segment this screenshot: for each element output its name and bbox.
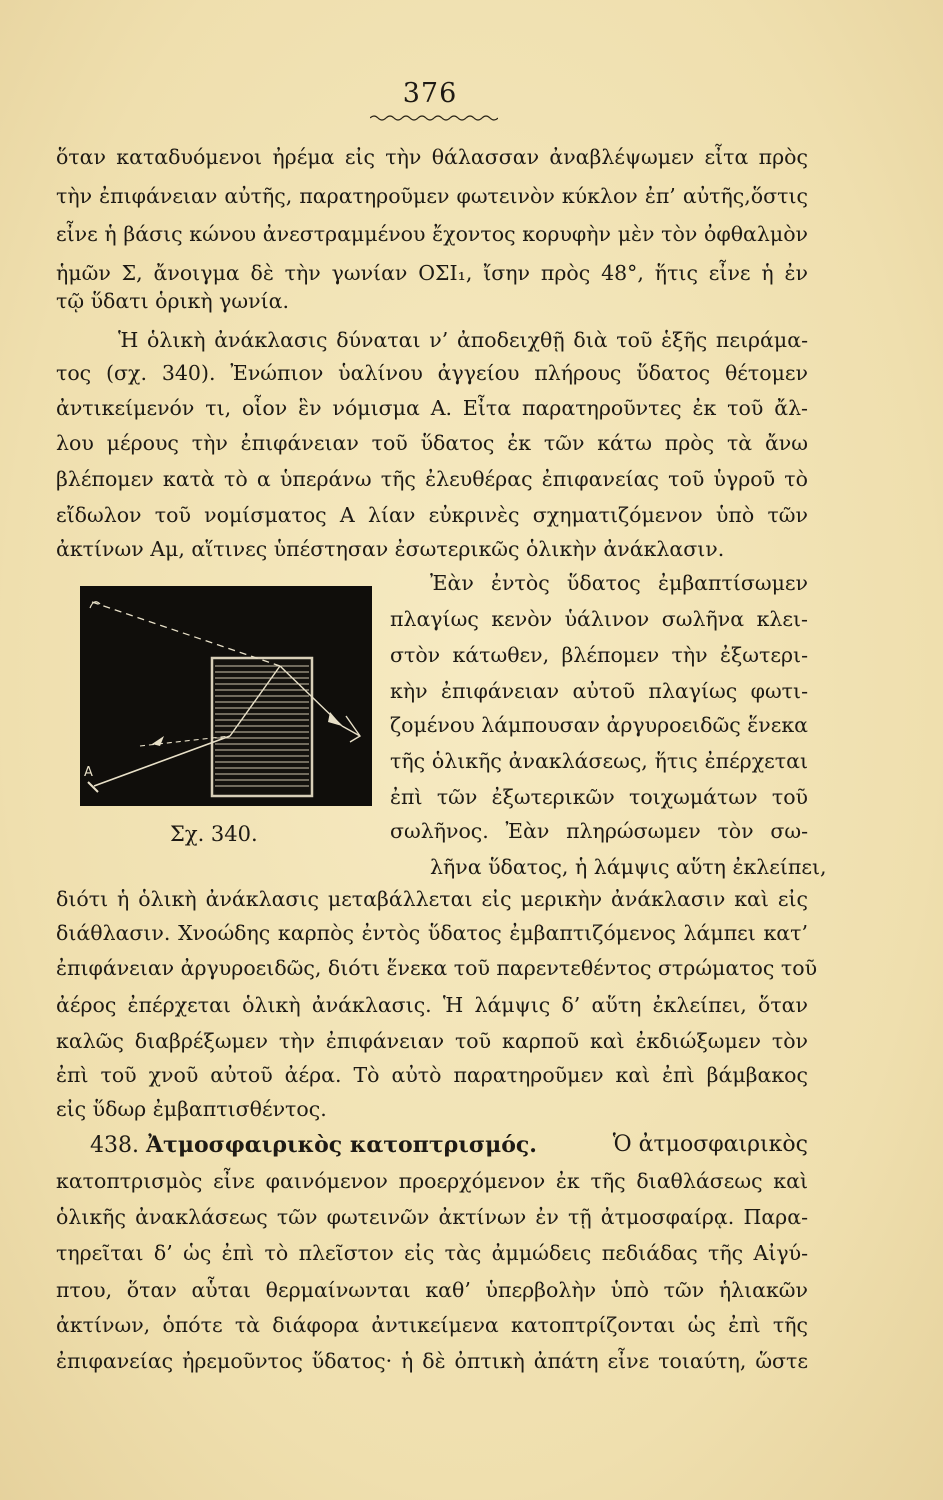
text-line: ὁλικῆς ἀνακλάσεως τῶν φωτεινῶν ἀκτίνων ἐν τῇ ἀτμοσφαίρᾳ. Παρα- [56,1205,808,1229]
text-line: βλέπομεν κατὰ τὸ α ὑπεράνω τῆς ἐλευθέρας ἐπιφανείας τοῦ ὑγροῦ τὸ [56,467,808,491]
text-line: διάθλασιν. Χνοώδης καρπὸς ἐντὸς ὕδατος ἐμβαπτιζόμενος λάμπει κατ’ [56,921,808,945]
label-A: Α [84,765,93,780]
text-line: ἐπὶ τοῦ χνοῦ αὐτοῦ ἀέρα. Τὸ αὐτὸ παρατηροῦμεν καὶ ἐπὶ βάμβακος [56,1063,808,1087]
text-line: ἀκτίνων Αμ, αἵτινες ὑπέστησαν ἐσωτερικῶς ὁλικὴν ἀνάκλασιν. [56,537,725,561]
text-line: ἡμῶν Σ, ἄνοιγμα δὲ τὴν γωνίαν ΟΣΙ₁, ἴσην πρὸς 48°, ἥτις εἶνε ἡ ἐν [56,261,808,285]
section-number: 438. [90,1133,139,1158]
text-line: λῆνα ὕδατος, ἡ λάμψις αὕτη ἐκλείπει, [430,855,827,879]
ornamental-rule [370,114,498,122]
text-line: κὴν ἐπιφάνειαν αὐτοῦ πλαγίως φωτι- [390,679,808,703]
text-line: εἴδωλον τοῦ νομίσματος Α λίαν εὐκρινὲς σχηματιζόμενον ὑπὸ τῶν [56,503,808,527]
text-line: καλῶς διαβρέξωμεν τὴν ἐπιφάνειαν τοῦ καρποῦ καὶ ἐκδιώξωμεν τὸν [56,1029,808,1053]
figure-340 [80,586,372,806]
text-line: ἐπὶ τῶν ἐξωτερικῶν τοιχωμάτων τοῦ [390,785,808,809]
text-line: ἀκτίνων, ὁπότε τὰ διάφορα ἀντικείμενα κατοπτρίζονται ὡς ἐπὶ τῆς [56,1313,808,1337]
text-line: στὸν κάτωθεν, βλέπομεν τὴν ἐξωτερι- [390,643,808,667]
text-line: κατοπτρισμὸς εἶνε φαινόμενον προερχόμενον ἐκ τῆς διαθλάσεως καὶ [56,1169,808,1193]
text-line: τῷ ὕδατι ὁρικὴ γωνία. [56,289,289,313]
total-reflection-diagram [80,586,372,806]
text-line: Ἐὰν ἐντὸς ὕδατος ἐμβαπτίσωμεν [430,571,808,595]
text-line: εἰς ὕδωρ ἐμβαπτισθέντος. [56,1097,327,1121]
text-line: εἶνε ἡ βάσις κώνου ἀνεστραμμένου ἔχοντος κορυφὴν μὲν τὸν ὀφθαλμὸν [56,222,808,246]
page-number: 376 [402,78,458,109]
text-line: Ἡ ὁλικὴ ἀνάκλασις δύναται ν’ ἀποδειχθῇ διὰ τοῦ ἑξῆς πειράμα- [118,328,808,352]
text-line: τὴν ἐπιφάνειαν αὐτῆς, παρατηροῦμεν φωτεινὸν κύκλον ἐπ’ αὐτῆς,ὅστις [56,184,808,208]
text-line: ἐπιφανείας ἠρεμοῦντος ὕδατος· ἡ δὲ ὀπτικὴ ἀπάτη εἶνε τοιαύτη, ὥστε [56,1349,808,1373]
text-line: διότι ἡ ὁλικὴ ἀνάκλασις μεταβάλλεται εἰς μερικὴν ἀνάκλασιν καὶ εἰς [56,887,808,911]
text-line: πλαγίως κενὸν ὑάλινον σωλῆνα κλει- [390,607,808,631]
text-line: ζομένου λάμπουσαν ἀργυροειδῶς ἕνεκα [390,713,808,737]
section-title: Ἀτμοσφαιρικὸς κατοπτρισμός. [145,1132,537,1158]
text-line: ἀντικείμενόν τι, οἷον ἓν νόμισμα Α. Εἶτα παρατηροῦντες ἐκ τοῦ ἄλ- [56,396,808,420]
text-line: τῆς ὁλικῆς ἀνακλάσεως, ἥτις ἐπέρχεται [390,749,808,773]
text-line: τος (σχ. 340). Ἐνώπιον ὑαλίνου ἀγγείου πλήρους ὕδατος θέτομεν [56,361,808,385]
section-heading-line [90,1130,808,1161]
text-line: τηρεῖται δ’ ὡς ἐπὶ τὸ πλεῖστον εἰς τὰς ἀμμώδεις πεδιάδας τῆς Αἰγύ- [56,1241,808,1265]
text-line: σωλῆνος. Ἐὰν πληρώσωμεν τὸν σω- [390,819,808,843]
text-line: πτου, ὅταν αὗται θερμαίνωνται καθ’ ὑπερβολὴν ὑπὸ τῶν ἡλιακῶν [56,1278,808,1302]
text-line: ὅταν καταδυόμενοι ἠρέμα εἰς τὴν θάλασσαν ἀναβλέψωμεν εἶτα πρὸς [56,145,808,169]
text-line: ἀέρος ἐπέρχεται ὁλικὴ ἀνάκλασις. Ἡ λάμψις δ’ αὕτη ἐκλείπει, ὅταν [56,993,808,1017]
figure-caption: Σχ. 340. [170,822,258,846]
text-line: λου μέρους τὴν ἐπιφάνειαν τοῦ ὕδατος ἐκ τῶν κάτω πρὸς τὰ ἄνω [56,431,808,455]
section-first-text: Ὁ ἀτμοσφαιρικὸς [612,1132,808,1157]
text-line: ἐπιφάνειαν ἀργυροειδῶς, διότι ἕνεκα τοῦ παρεντεθέντος στρώματος τοῦ [56,956,818,980]
